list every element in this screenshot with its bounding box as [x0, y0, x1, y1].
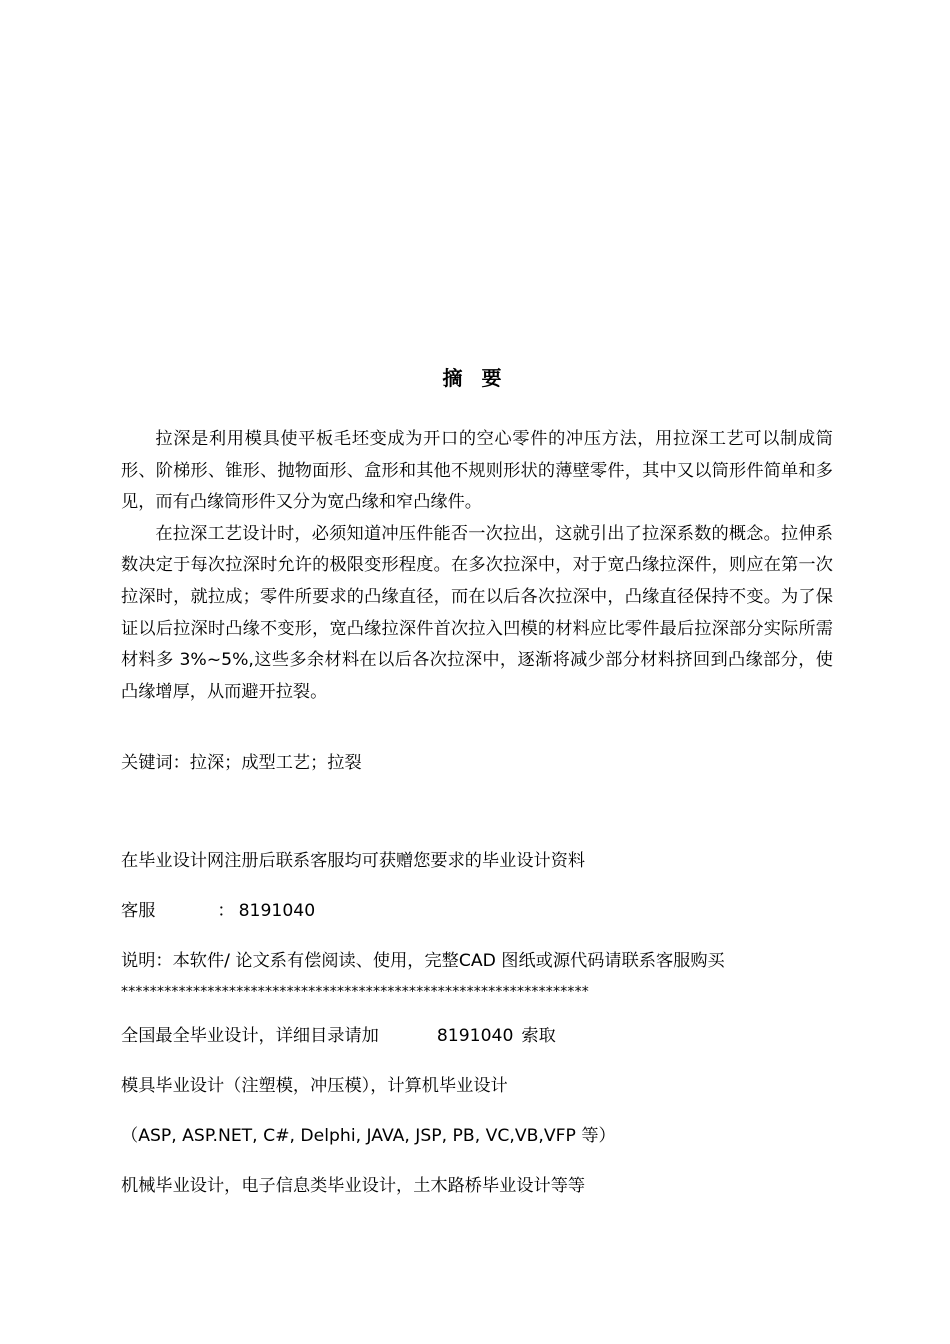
- service-number: 8191040: [238, 901, 316, 921]
- star-divider: *****************************************************************: [121, 984, 589, 1000]
- ad-line-languages: （ASP, ASP.NET, C#, Delphi, JAVA, JSP, PB, VC,VB,VFP 等）: [121, 1126, 616, 1146]
- ad-line-service: [121, 896, 315, 921]
- keywords-label: 关键词：: [121, 753, 190, 773]
- ad-line-mold: 模具毕业设计（注塑模，冲压模），计算机毕业设计: [121, 1076, 508, 1096]
- keywords-value: 拉深；成型工艺；拉裂: [189, 753, 362, 773]
- ad-line-other: 机械毕业设计，电子信息类毕业设计，土木路桥毕业设计等等: [121, 1176, 586, 1196]
- service-label: 客服: [121, 901, 156, 921]
- service-separator: ：: [217, 901, 235, 921]
- keywords-line: [121, 748, 362, 773]
- abstract-title: 摘 要: [442, 366, 508, 390]
- catalog-number: 8191040: [436, 1026, 514, 1046]
- abstract-body: [121, 424, 833, 708]
- ad-line-register: 在毕业设计网注册后联系客服均可获赠您要求的毕业设计资料: [121, 851, 586, 871]
- catalog-text: 全国最全毕业设计，详细目录请加: [121, 1026, 379, 1046]
- ad-line-catalog: [121, 1021, 556, 1046]
- abstract-paragraph-1: 拉深是利用模具使平板毛坯变成为开口的空心零件的冲压方法，用拉深工艺可以制成筒形、阶梯形、锥形、抛物面形、盒形和其他不规则形状的薄壁零件，其中又以筒形件简单和多见，而有凸缘筒形件又分为宽凸缘和窄凸缘件。: [121, 429, 833, 513]
- ad-line-note: 说明：本软件/ 论文系有偿阅读、使用，完整CAD 图纸或源代码请联系客服购买: [121, 951, 725, 971]
- catalog-suffix: 索取: [521, 1026, 556, 1046]
- abstract-paragraph-2: 在拉深工艺设计时，必须知道冲压件能否一次拉出，这就引出了拉深系数的概念。拉伸系数决定于每次拉深时允许的极限变形程度。在多次拉深中，对于宽凸缘拉深件，则应在第一次拉深时，就拉成；零件所要求的凸缘直径，而在以后各次拉深中，凸缘直径保持不变。为了保证以后拉深时凸缘不变形，宽凸缘拉深件首次拉入凹模的材料应比零件最后拉深部分实际所需材料多 3%~5%,这些多余材料在以后各次拉深中，逐渐将减少部分材料挤回到凸缘部分，使凸缘增厚，从而避开拉裂。: [121, 523, 833, 702]
